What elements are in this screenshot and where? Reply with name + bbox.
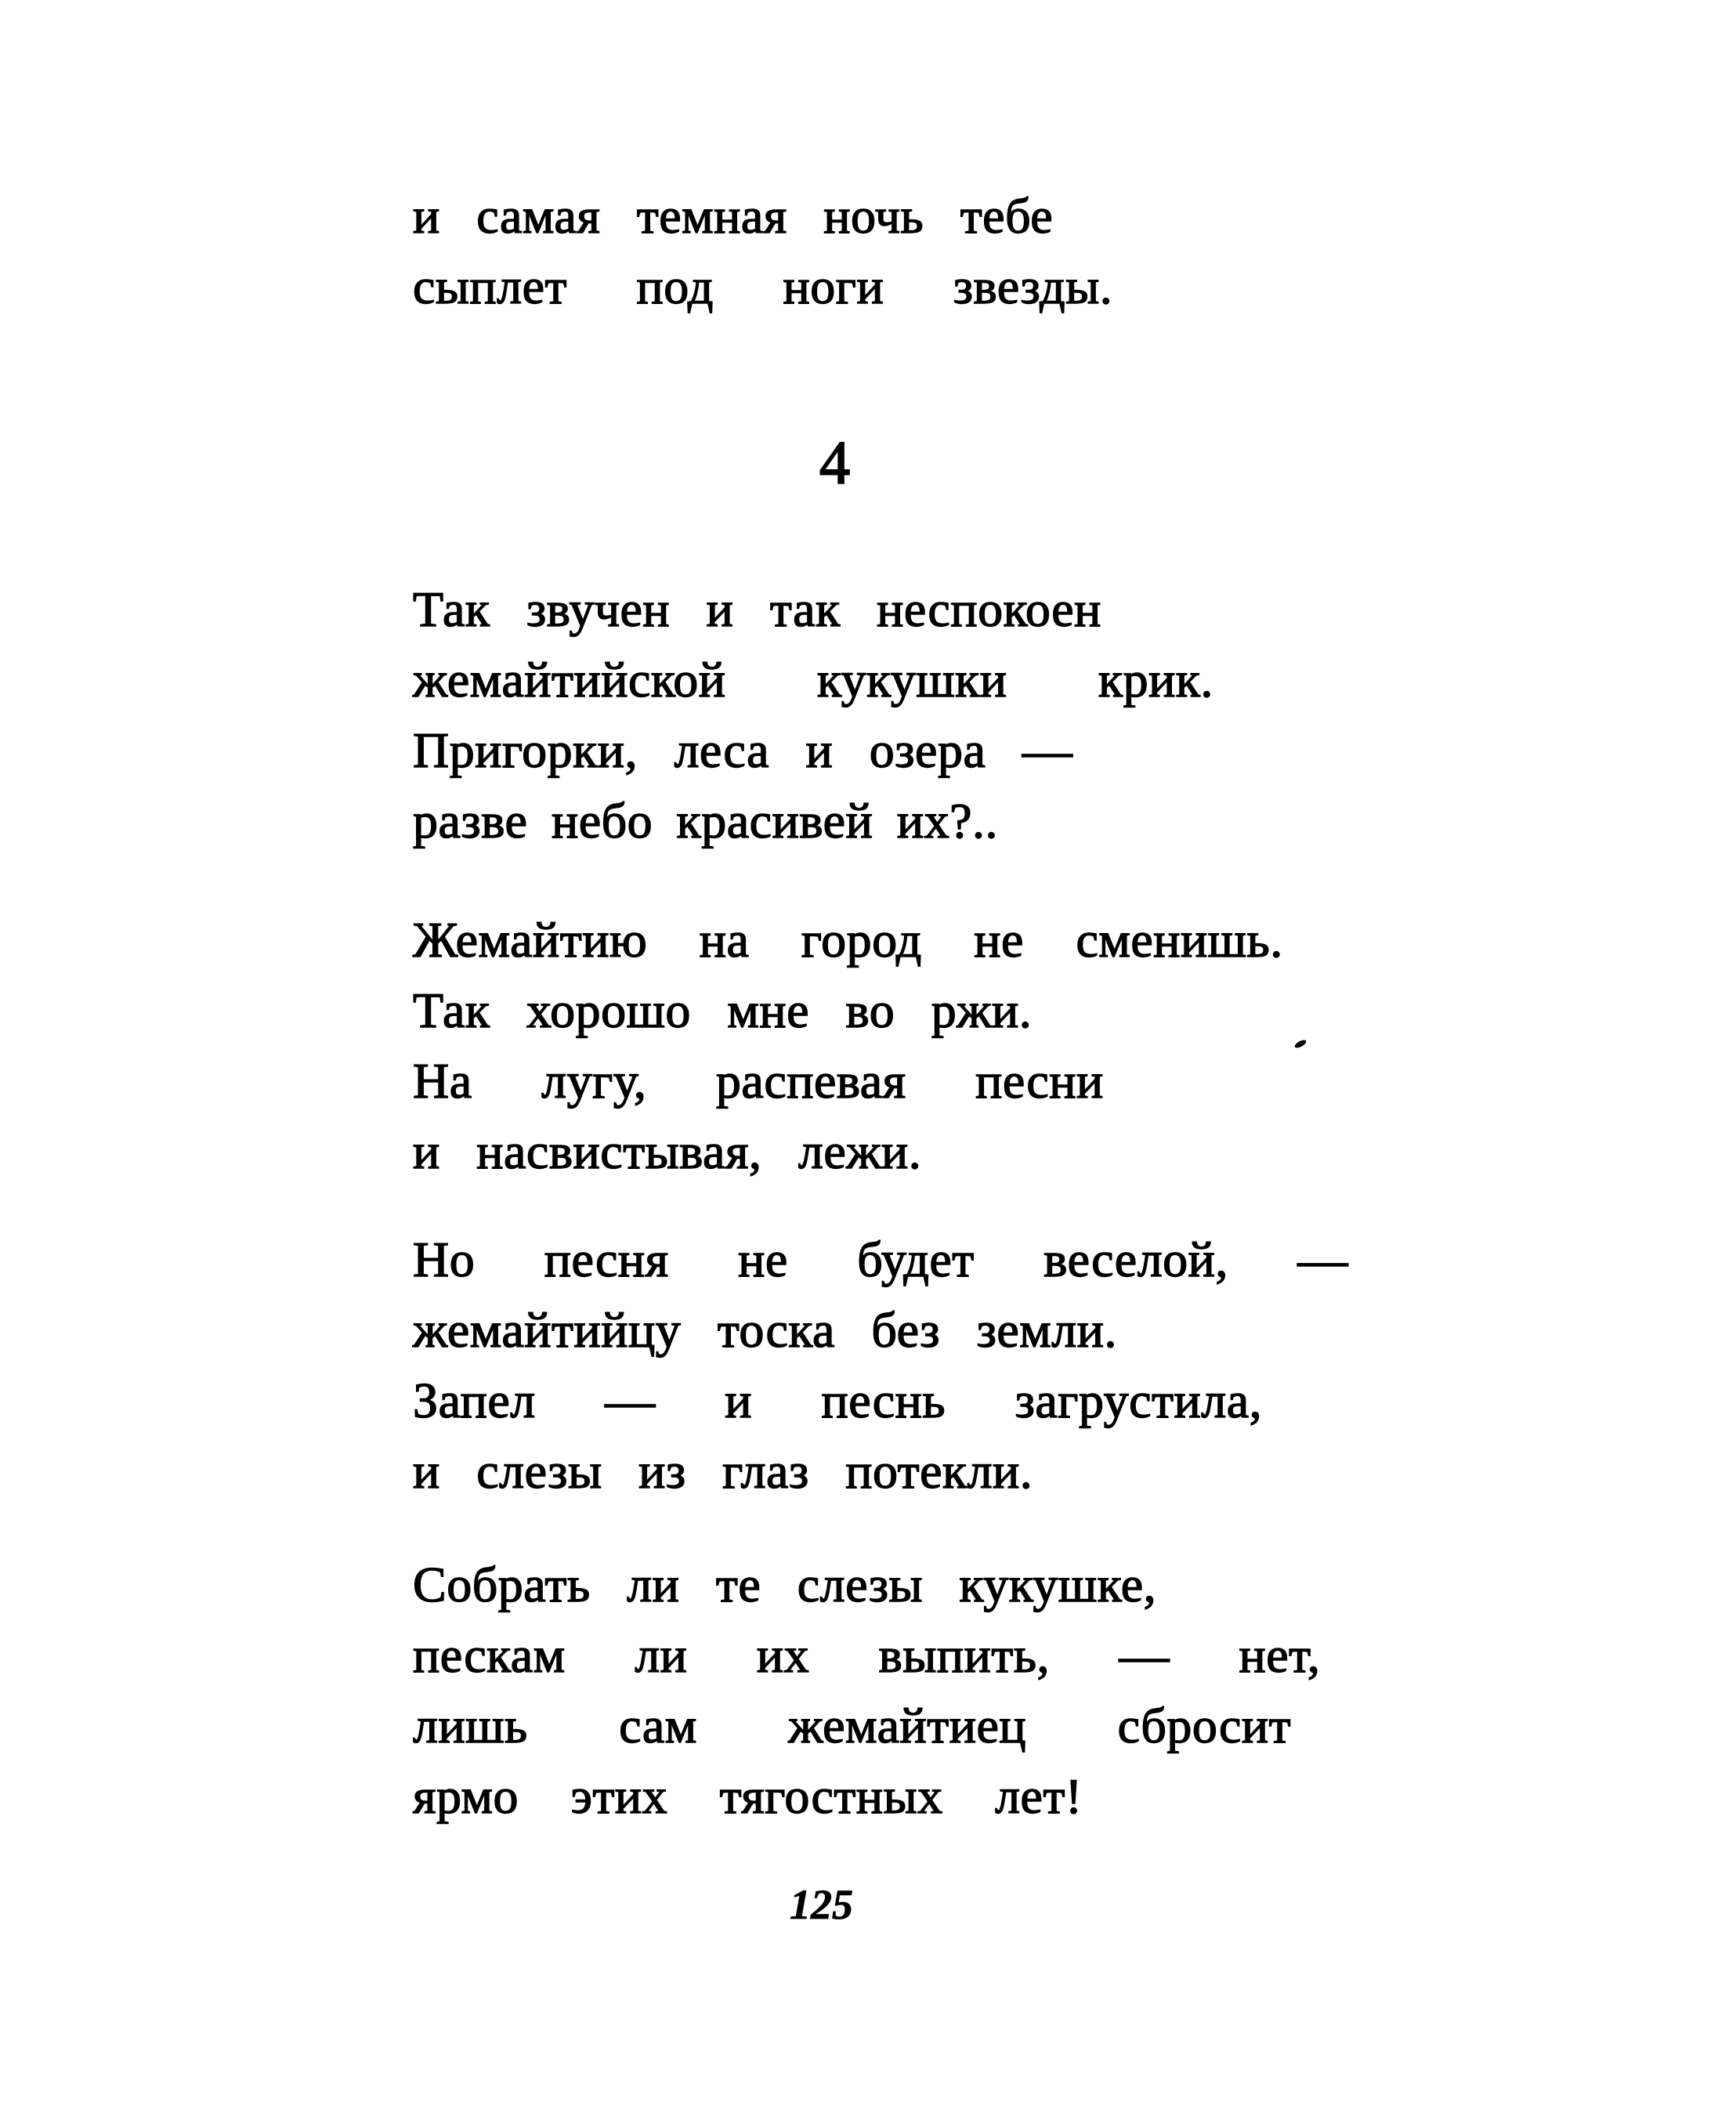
stanza bbox=[413, 905, 1283, 1187]
poem-line: разве небо красивей их?.. bbox=[413, 793, 998, 848]
page-number: 125 bbox=[790, 1881, 853, 1928]
poem-line: Так звучен и так неспокоен bbox=[413, 581, 1101, 637]
poem-line: жемайтийцу тоска без земли. bbox=[413, 1302, 1117, 1358]
poem-line: Но песня не будет веселой, — bbox=[413, 1232, 1348, 1287]
poem-intro-couplet bbox=[413, 181, 1112, 322]
poem-line: и самая темная ночь тебе bbox=[413, 188, 1054, 244]
poem-line: Так хорошо мне во ржи. bbox=[413, 982, 1033, 1038]
poem-line: сыплет под ноги звезды. bbox=[413, 259, 1113, 314]
stanza bbox=[413, 574, 1213, 856]
poem-line: лишь сам жемайтиец сбросит bbox=[413, 1698, 1292, 1753]
section-number: 4 bbox=[819, 429, 850, 497]
poem-line: ярмо этих тягостных лет! bbox=[413, 1768, 1083, 1824]
stanza bbox=[413, 1550, 1320, 1832]
poem-line: Жемайтию на город не сменишь. bbox=[413, 912, 1283, 968]
poem-line: и слезы из глаз потекли. bbox=[413, 1443, 1033, 1499]
poem-line: Запел — и песнь загрустила, bbox=[413, 1373, 1263, 1428]
ink-speck-artifact bbox=[1293, 1039, 1307, 1050]
poem-line: Пригорки, леса и озера — bbox=[413, 722, 1073, 778]
poem-line: пескам ли их выпить, — нет, bbox=[413, 1627, 1321, 1683]
poem-line: Собрать ли те слезы кукушке, bbox=[413, 1557, 1157, 1612]
poem-line: и насвистывая, лежи. bbox=[413, 1123, 922, 1179]
poem-line: На лугу, распевая песни bbox=[413, 1053, 1104, 1109]
poem-line: жемайтийской кукушки крик. bbox=[413, 652, 1213, 707]
stanza bbox=[413, 1225, 1348, 1507]
